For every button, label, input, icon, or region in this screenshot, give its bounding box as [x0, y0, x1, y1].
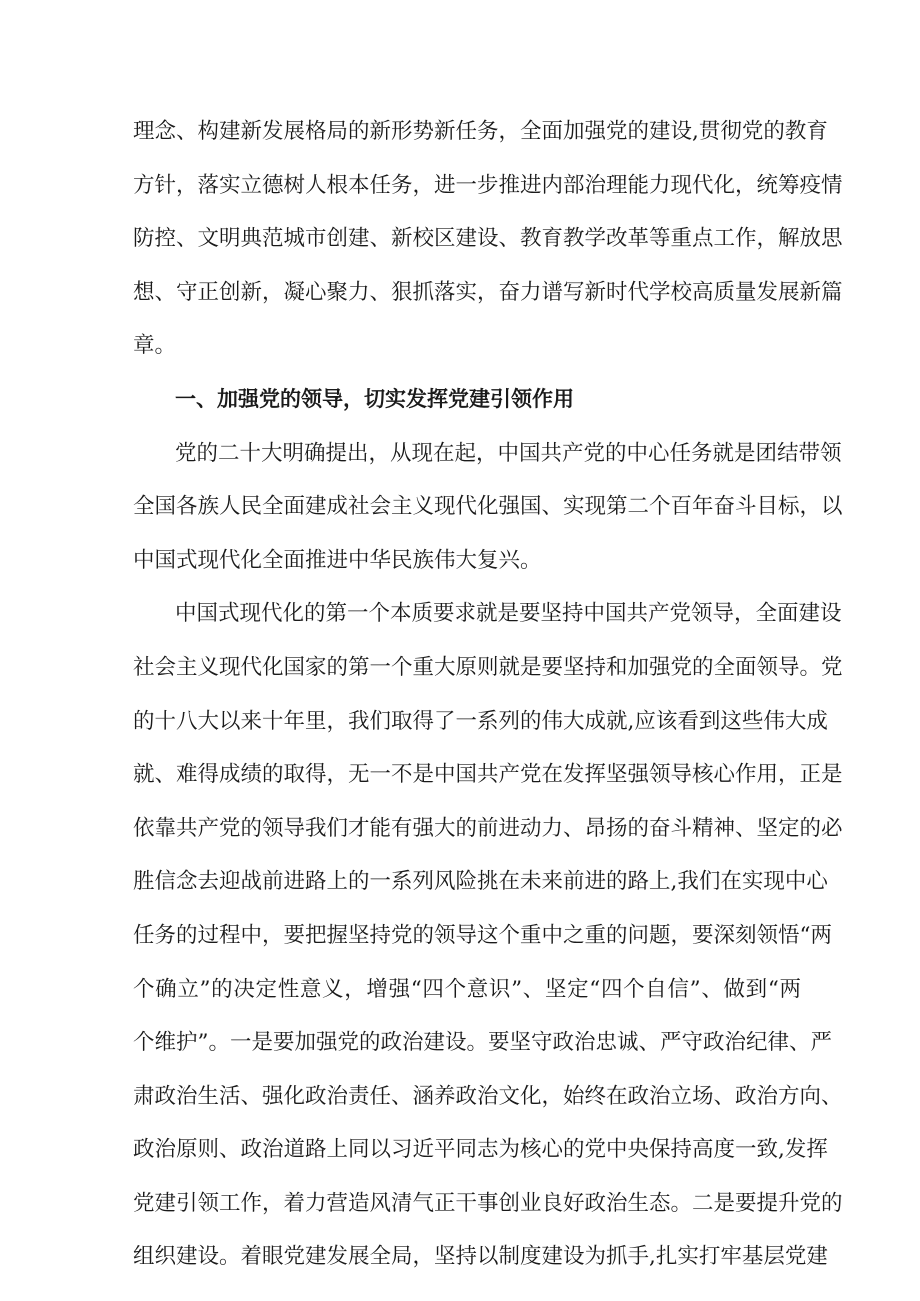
text-line: 党的二十大明确提出，从现在起，中国共产党的中心任务就是团结带领: [175, 440, 842, 466]
text-line: 方针，落实立德树人根本任务，进一步推进内部治理能力现代化，统筹疫情: [133, 172, 843, 198]
text-line: 章。: [133, 333, 177, 359]
text-line: 政治原则、政治道路上同以习近平同志为核心的党中央保持高度一致,发挥: [133, 1137, 828, 1163]
text-line: 党建引领工作，着力营造风清气正干事创业良好政治生态。二是要提升党的: [133, 1190, 843, 1216]
document-body: [133, 105, 843, 1284]
text-line: 肃政治生活、强化政治责任、涵养政治文化，始终在政治立场、政治方向、: [133, 1083, 843, 1109]
text-line: 依靠共产党的领导我们才能有强大的前进动力、昂扬的奋斗精神、坚定的必: [133, 815, 843, 841]
text-line: 就、难得成绩的取得，无一不是中国共产党在发挥坚强领导核心作用，正是: [133, 762, 843, 788]
text-line: 中国式现代化的第一个本质要求就是要坚持中国共产党领导，全面建设: [175, 601, 842, 627]
section-heading: 一、加强党的领导，切实发挥党建引领作用: [175, 386, 574, 411]
paragraph-3: [133, 587, 843, 1284]
paragraph-2: [133, 427, 843, 588]
text-line: 中国式现代化全面推进中华民族伟大复兴。: [133, 547, 542, 573]
text-line: 的十八大以来十年里，我们取得了一系列的伟大成就,应该看到这些伟大成: [133, 708, 828, 734]
text-line: 个维护”。一是要加强党的政治建设。要坚守政治忠诚、严守政治纪律、严: [133, 1030, 832, 1056]
text-line: 组织建设。着眼党建发展全局，坚持以制度建设为抓手,扎实打牢基层党建: [133, 1244, 828, 1270]
paragraph-1: [133, 105, 843, 373]
text-line: 任务的过程中，要把握坚持党的领导这个重中之重的问题，要深刻领悟“两: [133, 922, 832, 948]
text-line: 想、守正创新，凝心聚力、狠抓落实，奋力谱写新时代学校高质量发展新篇: [133, 279, 843, 305]
text-line: 个确立”的决定性意义，增强“四个意识”、坚定“四个自信”、做到“两: [133, 976, 801, 1002]
text-line: 胜信念去迎战前进路上的一系列风险挑在未来前进的路上,我们在实现中心: [133, 869, 828, 895]
text-line: 防控、文明典范城市创建、新校区建设、教育教学改革等重点工作，解放思: [133, 226, 843, 252]
text-line: 社会主义现代化国家的第一个重大原则就是要坚持和加强党的全面领导。党: [133, 654, 843, 680]
text-line: 全国各族人民全面建成社会主义现代化强国、实现第二个百年奋斗目标，以: [133, 494, 843, 520]
text-line: 理念、构建新发展格局的新形势新任务，全面加强党的建设,贯彻党的教育: [133, 119, 828, 144]
